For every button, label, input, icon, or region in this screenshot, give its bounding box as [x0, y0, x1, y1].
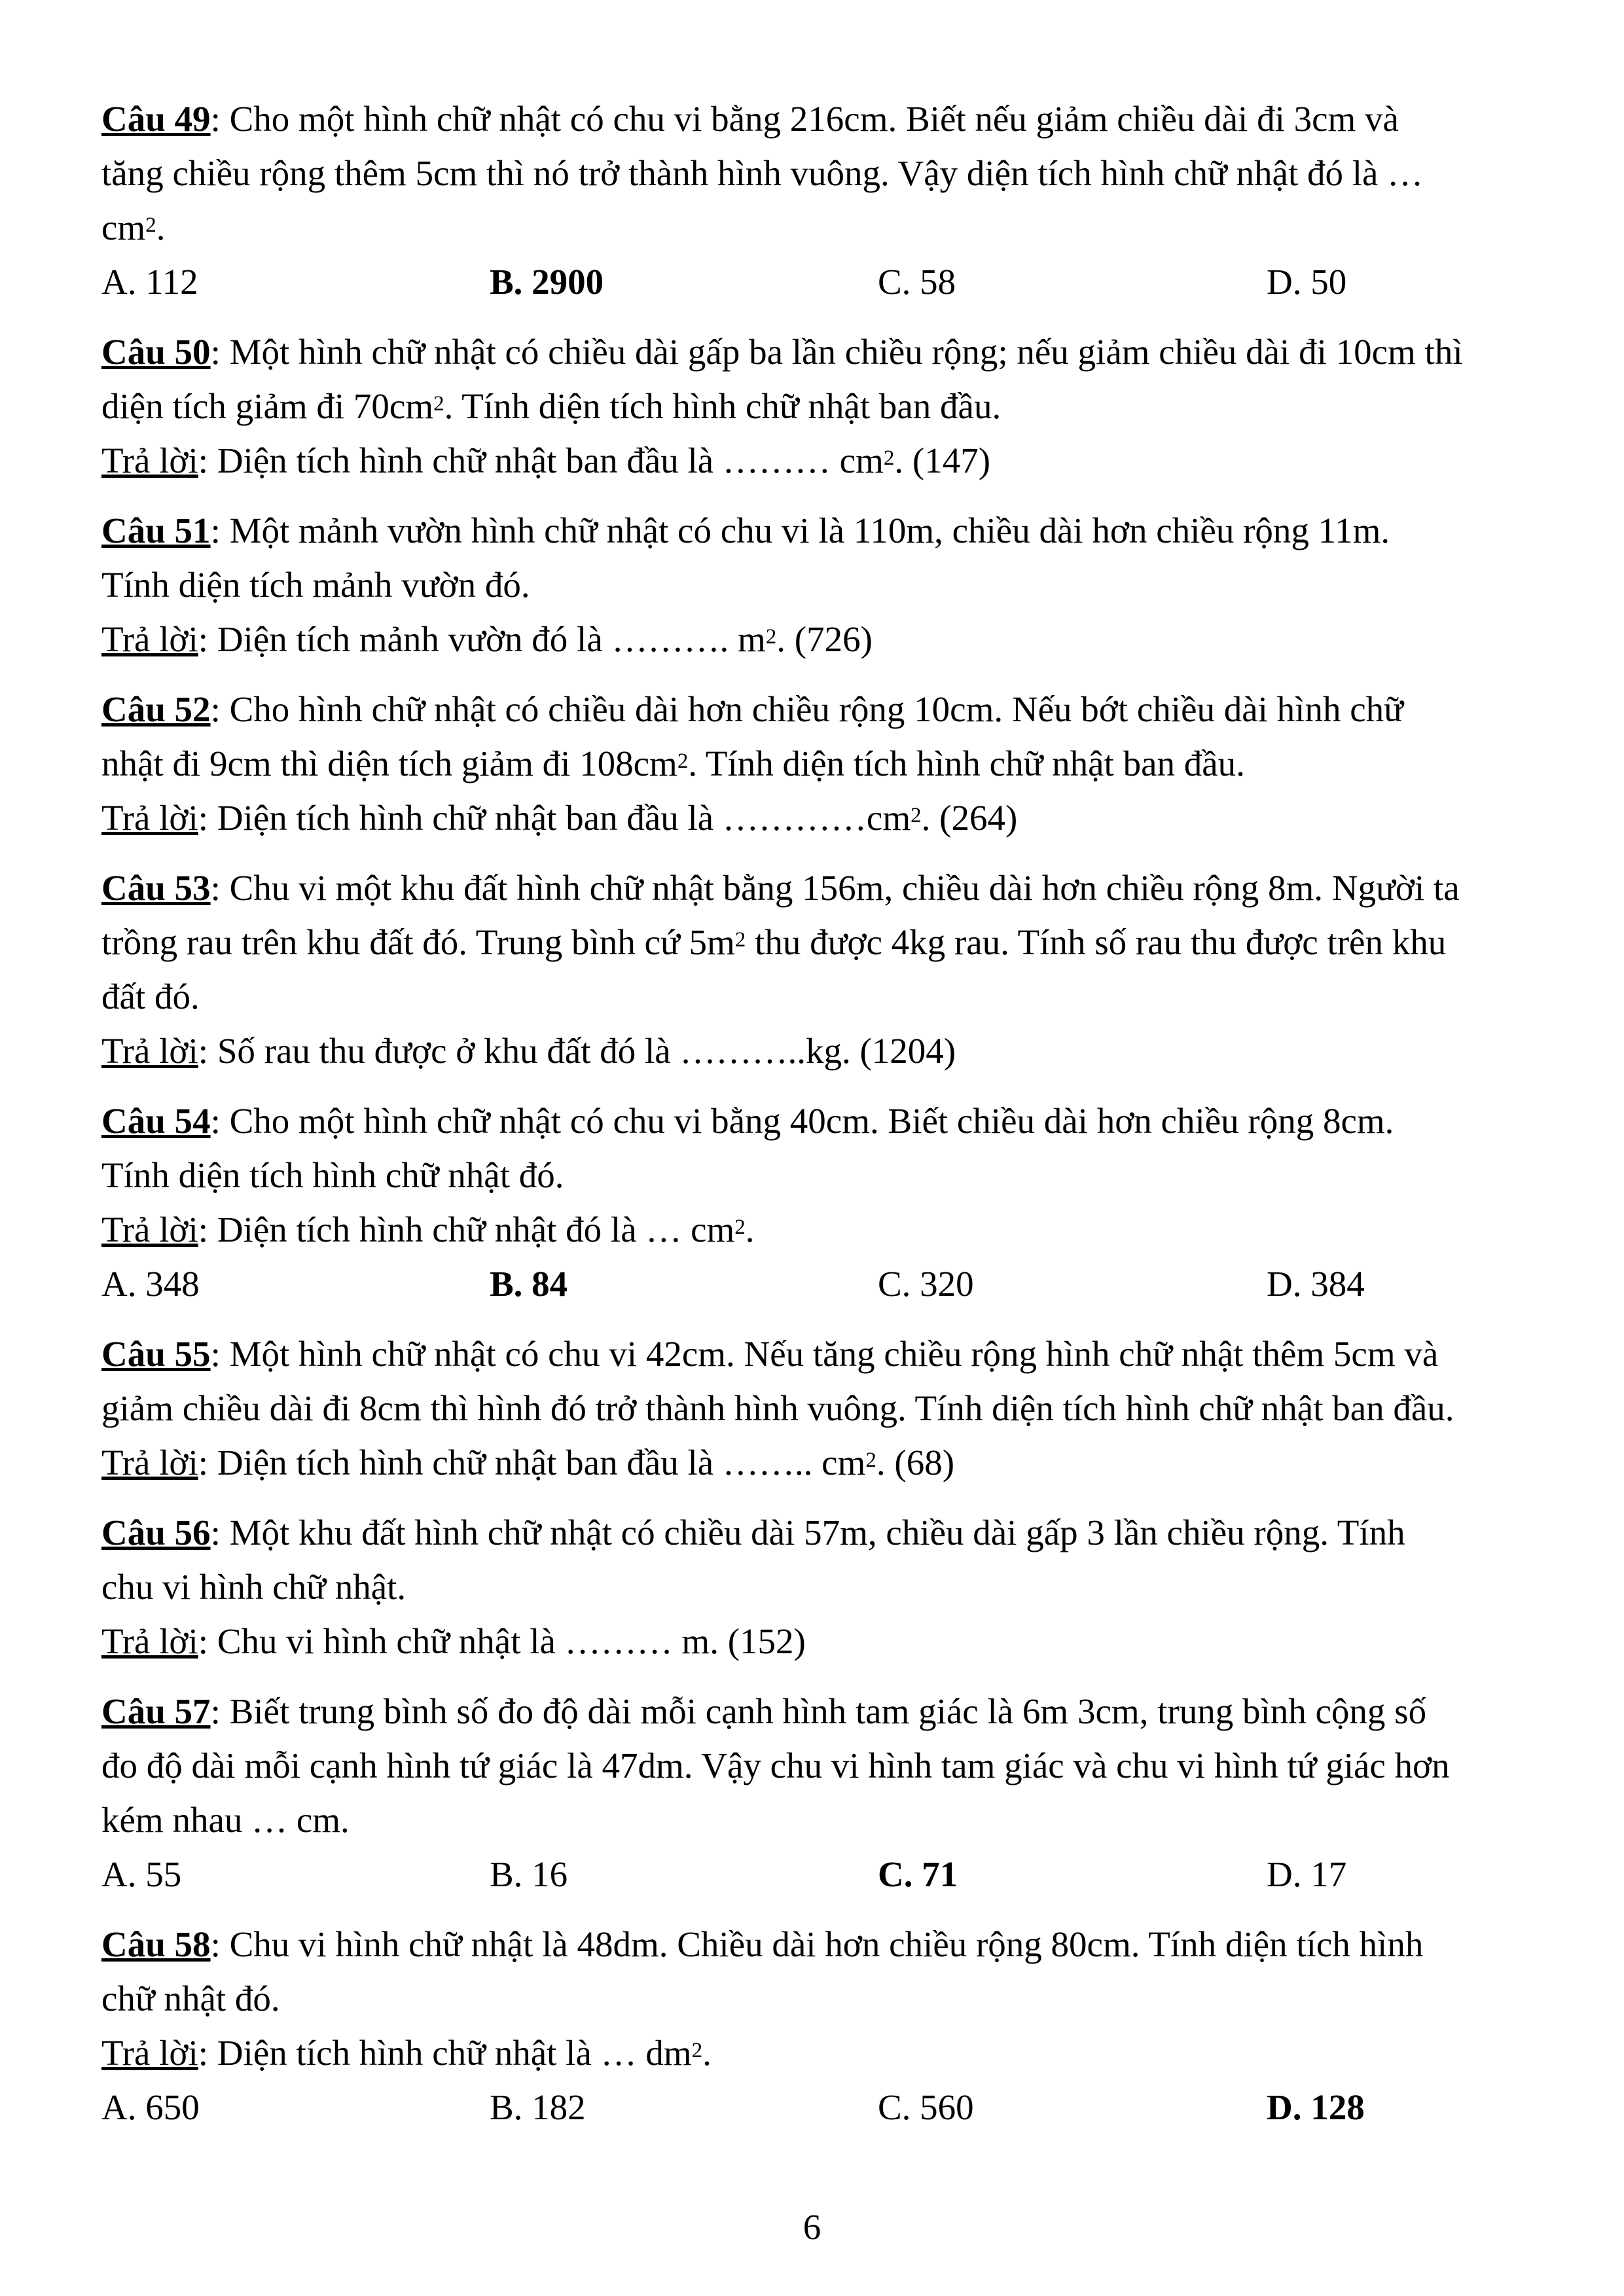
question-item	[101, 1917, 1561, 2134]
question-text: giảm chiều dài đi 8cm thì hình đó trở thành hình vuông. Tính diện tích hình chữ nhật ban đầu.	[101, 1388, 1454, 1428]
answer-label: Trả lời	[101, 1621, 198, 1661]
question-text-line	[101, 861, 1561, 915]
answer-text: : Số rau thu được ở khu đất đó là ………..kg. (1204)	[198, 1031, 956, 1071]
question-text-line	[101, 969, 1561, 1024]
question-text: . Tính diện tích hình chữ nhật ban đầu.	[688, 744, 1245, 783]
question-text-line	[101, 1738, 1561, 1793]
question-text: thu được 4kg rau. Tính số rau thu được trên khu	[746, 922, 1447, 962]
question-list	[101, 92, 1561, 2134]
superscript: 2	[677, 749, 689, 774]
answer-choice: D. 17	[1267, 1854, 1347, 1894]
question-text: : Cho một hình chữ nhật có chu vi bằng 40cm. Biết chiều dài hơn chiều rộng 8cm.	[210, 1101, 1394, 1141]
answer-label: Trả lời	[101, 1443, 198, 1482]
answer-choices	[101, 255, 1561, 309]
question-text: Tính diện tích hình chữ nhật đó.	[101, 1155, 564, 1195]
answer-text: . (68)	[876, 1443, 955, 1482]
superscript: 2	[433, 392, 444, 416]
answer-line	[101, 1435, 1561, 1490]
question-text: : Biết trung bình số đo độ dài mỗi cạnh hình tam giác là 6m 3cm, trung bình cộng số	[210, 1691, 1427, 1731]
answer-line	[101, 612, 1561, 666]
answer-choice: C. 320	[878, 1264, 974, 1304]
question-text-line	[101, 1148, 1561, 1202]
question-text-line	[101, 1505, 1561, 1560]
question-text: : Một mảnh vườn hình chữ nhật có chu vi là 110m, chiều dài hơn chiều rộng 11m.	[210, 511, 1390, 550]
answer-label: Trả lời	[101, 1031, 198, 1071]
answer-text: . (726)	[776, 619, 873, 659]
question-text: trồng rau trên khu đất đó. Trung bình cứ 5m	[101, 922, 735, 962]
answer-text: : Diện tích mảnh vườn đó là ………. m	[198, 619, 766, 659]
answer-line	[101, 433, 1561, 488]
answer-choice: D. 50	[1267, 262, 1347, 302]
answer-text: .	[745, 1210, 755, 1249]
question-item	[101, 1684, 1561, 1901]
question-item	[101, 503, 1561, 666]
answer-text: : Diện tích hình chữ nhật ban đầu là …….. cm	[198, 1443, 866, 1482]
worksheet-page	[101, 92, 1561, 2150]
question-text: : Một hình chữ nhật có chu vi 42cm. Nếu tăng chiều rộng hình chữ nhật thêm 5cm và	[210, 1334, 1439, 1374]
superscript: 2	[691, 2039, 703, 2063]
answer-text: .	[702, 2033, 712, 2073]
answer-line	[101, 1024, 1561, 1078]
question-item	[101, 325, 1561, 488]
answer-choice: D. 384	[1267, 1264, 1365, 1304]
question-text-line	[101, 1094, 1561, 1148]
question-text-line	[101, 915, 1561, 969]
question-text: : Cho hình chữ nhật có chiều dài hơn chiều rộng 10cm. Nếu bớt chiều dài hình chữ	[210, 689, 1403, 729]
answer-choices	[101, 1257, 1561, 1311]
answer-label: Trả lời	[101, 798, 198, 838]
answer-text: : Diện tích hình chữ nhật đó là … cm	[198, 1210, 735, 1249]
question-label: Câu 55	[101, 1334, 211, 1374]
page-number: 6	[803, 2207, 821, 2247]
question-text: tăng chiều rộng thêm 5cm thì nó trở thành hình vuông. Vậy diện tích hình chữ nhật đó là …	[101, 153, 1424, 193]
question-text-line	[101, 1917, 1561, 1971]
answer-text: : Diện tích hình chữ nhật ban đầu là ……… cm	[198, 440, 884, 480]
question-text-line	[101, 558, 1561, 612]
question-text-line	[101, 92, 1561, 146]
answer-choice: C. 58	[878, 262, 956, 302]
question-label: Câu 52	[101, 689, 211, 729]
answer-choice: C. 560	[878, 2087, 974, 2127]
question-text-line	[101, 379, 1561, 433]
question-item	[101, 1327, 1561, 1490]
answer-text: : Diện tích hình chữ nhật là … dm	[198, 2033, 692, 2073]
superscript: 2	[865, 1448, 876, 1473]
question-text: nhật đi 9cm thì diện tích giảm đi 108cm	[101, 744, 677, 783]
answer-text: : Diện tích hình chữ nhật ban đầu là …………cm	[198, 798, 911, 838]
question-text-line	[101, 1971, 1561, 2026]
answer-choice: A. 650	[101, 2087, 200, 2127]
question-item	[101, 1094, 1561, 1311]
question-text-line	[101, 146, 1561, 200]
answer-choice: A. 348	[101, 1264, 200, 1304]
question-item	[101, 861, 1561, 1078]
question-text-line	[101, 682, 1561, 736]
question-text-line	[101, 325, 1561, 379]
answer-label: Trả lời	[101, 619, 198, 659]
question-text: : Chu vi một khu đất hình chữ nhật bằng 156m, chiều dài hơn chiều rộng 8m. Người ta	[210, 868, 1460, 908]
superscript: 2	[911, 804, 922, 828]
answer-choice: B. 84	[490, 1264, 568, 1304]
question-text-line	[101, 736, 1561, 791]
answer-line	[101, 2026, 1561, 2080]
question-text: kém nhau … cm.	[101, 1800, 350, 1840]
answer-line	[101, 791, 1561, 845]
question-text: đất đó.	[101, 977, 200, 1016]
answer-label: Trả lời	[101, 440, 198, 480]
question-text-line	[101, 1684, 1561, 1738]
answer-choices	[101, 1847, 1561, 1901]
question-text-line	[101, 1327, 1561, 1381]
question-item	[101, 1505, 1561, 1668]
question-label: Câu 56	[101, 1513, 211, 1552]
answer-choices	[101, 2080, 1561, 2134]
answer-text: : Chu vi hình chữ nhật là ……… m. (152)	[198, 1621, 806, 1661]
superscript: 2	[883, 446, 895, 471]
question-text: Tính diện tích mảnh vườn đó.	[101, 565, 530, 605]
question-text: đo độ dài mỗi cạnh hình tứ giác là 47dm. Vậy chu vi hình tam giác và chu vi hình tứ giác hơn	[101, 1746, 1450, 1785]
question-label: Câu 53	[101, 868, 211, 908]
superscript: 2	[734, 928, 746, 952]
question-text: : Cho một hình chữ nhật có chu vi bằng 216cm. Biết nếu giảm chiều dài đi 3cm và	[210, 99, 1399, 139]
question-text: : Một hình chữ nhật có chiều dài gấp ba lần chiều rộng; nếu giảm chiều dài đi 10cm thì	[210, 332, 1463, 372]
question-label: Câu 50	[101, 332, 211, 372]
answer-text: . (147)	[894, 440, 991, 480]
answer-choice: B. 16	[490, 1854, 568, 1894]
question-text: diện tích giảm đi 70cm	[101, 386, 434, 426]
question-text: . Tính diện tích hình chữ nhật ban đầu.	[444, 386, 1001, 426]
question-text-line	[101, 503, 1561, 558]
question-text: : Một khu đất hình chữ nhật có chiều dài 57m, chiều dài gấp 3 lần chiều rộng. Tính	[210, 1513, 1405, 1552]
answer-choice: C. 71	[878, 1854, 958, 1894]
question-label: Câu 51	[101, 511, 211, 550]
answer-line	[101, 1614, 1561, 1668]
question-text-line	[101, 1560, 1561, 1614]
question-text: chu vi hình chữ nhật.	[101, 1567, 406, 1607]
answer-choice: B. 182	[490, 2087, 586, 2127]
answer-choice: D. 128	[1267, 2087, 1365, 2127]
question-item	[101, 92, 1561, 309]
answer-choice: A. 112	[101, 262, 198, 302]
question-label: Câu 57	[101, 1691, 211, 1731]
answer-label: Trả lời	[101, 2033, 198, 2073]
question-text: cm	[101, 207, 146, 247]
question-label: Câu 49	[101, 99, 211, 139]
question-text: .	[156, 207, 166, 247]
superscript: 2	[145, 213, 156, 238]
superscript: 2	[734, 1215, 746, 1240]
question-text-line	[101, 200, 1561, 255]
question-text: : Chu vi hình chữ nhật là 48dm. Chiều dài hơn chiều rộng 80cm. Tính diện tích hình	[210, 1924, 1424, 1964]
answer-text: . (264)	[921, 798, 1018, 838]
answer-choice: A. 55	[101, 1854, 182, 1894]
question-item	[101, 682, 1561, 845]
answer-choice: B. 2900	[490, 262, 604, 302]
question-text-line	[101, 1793, 1561, 1847]
question-label: Câu 58	[101, 1924, 211, 1964]
question-text-line	[101, 1381, 1561, 1435]
question-label: Câu 54	[101, 1101, 211, 1141]
question-text: chữ nhật đó.	[101, 1979, 280, 2018]
answer-line	[101, 1202, 1561, 1257]
superscript: 2	[765, 625, 777, 649]
answer-label: Trả lời	[101, 1210, 198, 1249]
